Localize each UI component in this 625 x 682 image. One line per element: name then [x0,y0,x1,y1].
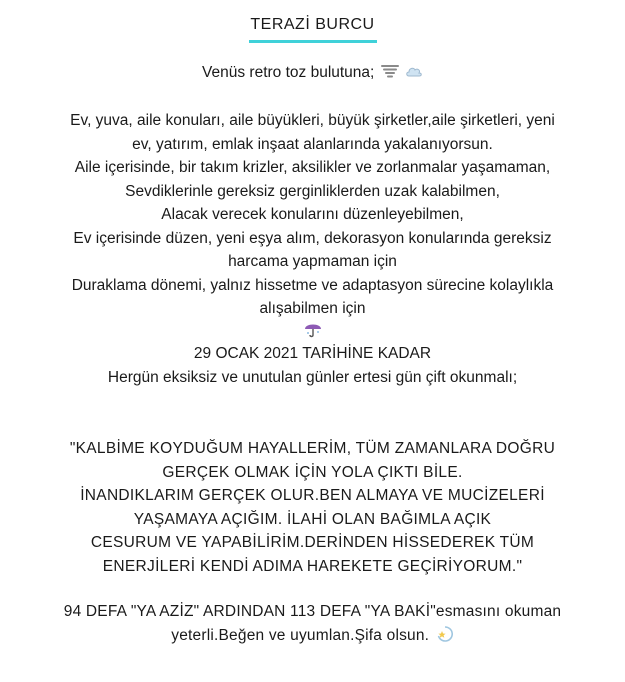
paragraph-line: Ev içerisinde düzen, yeni eşya alım, dekorasyon konularında gereksiz [73,229,552,247]
paragraph-line: Ev, yuva, aile konuları, aile büyükleri, büyük şirketler,aile şirketleri, yeni [70,112,555,129]
affirmation-line: "KALBİME KOYDUĞUM HAYALLERİM, TÜM ZAMANLARA DOĞRU [69,440,556,457]
date-block [30,320,595,389]
title-underline [249,40,377,43]
paragraph-line: Duraklama dönemi, yalnız hissetme ve adaptasyon sürecine kolaylıkla [71,276,554,294]
cloud-icon [405,64,423,88]
paragraph-line: ev, yatırım, emlak inşaat alanlarında yakalanıyorsun. [132,135,493,153]
paragraph-line: harcama yapmaman için [228,253,397,270]
closing-line: yeterli.Beğen ve uyumlan.Şifa olsun. [171,626,430,644]
affirmation-line: GERÇEK OLMAK İÇİN YOLA ÇIKTI BİLE. [162,463,463,481]
umbrella-icon [30,320,595,342]
closing-line: 94 DEFA "YA AZİZ" ARDINDAN 113 DEFA "YA BAKİ"esmasını okuman [63,603,562,620]
tornado-icon [381,64,399,88]
affirmation-line: ENERJİLERİ KENDİ ADIMA HAREKETE GEÇİRİYORUM." [102,557,523,575]
instruction-line: Hergün eksiksiz ve unutulan günler ertesi gün çift okunmalı; [107,368,518,386]
paragraph-line: Aile içerisinde, bir takım krizler, aksilikler ve zorlanmalar yaşamaman, [74,159,551,176]
affirmation-block [30,437,595,578]
intro-text: Venüs retro toz bulutuna; [202,64,375,81]
dizzy-star-icon [436,625,454,651]
affirmation-line: İNANDIKLARIM GERÇEK OLUR.BEN ALMAYA VE MUCİZELERİ [80,487,545,504]
affirmation-line: CESURUM VE YAPABİLİRİM.DERİNDEN HİSSEDEREK TÜM [90,534,535,551]
title-block [0,16,625,43]
paragraph-line: Alacak verecek konularını düzenleyebilmen, [161,206,464,223]
paragraph-line: Sevdiklerinle gereksiz gerginliklerden uzak kalabilmen, [125,182,500,200]
paragraph-line: alışabilmen için [259,300,366,317]
date-line: 29 OCAK 2021 TARİHİNE KADAR [193,345,432,362]
affirmation-line: YAŞAMAYA AÇIĞIM. İLAHİ OLAN BAĞIMLA AÇIK [133,510,492,528]
intro-block [30,61,595,88]
main-paragraph [30,109,595,321]
closing-block [30,600,595,650]
page-title: TERAZİ BURCU [250,16,375,33]
